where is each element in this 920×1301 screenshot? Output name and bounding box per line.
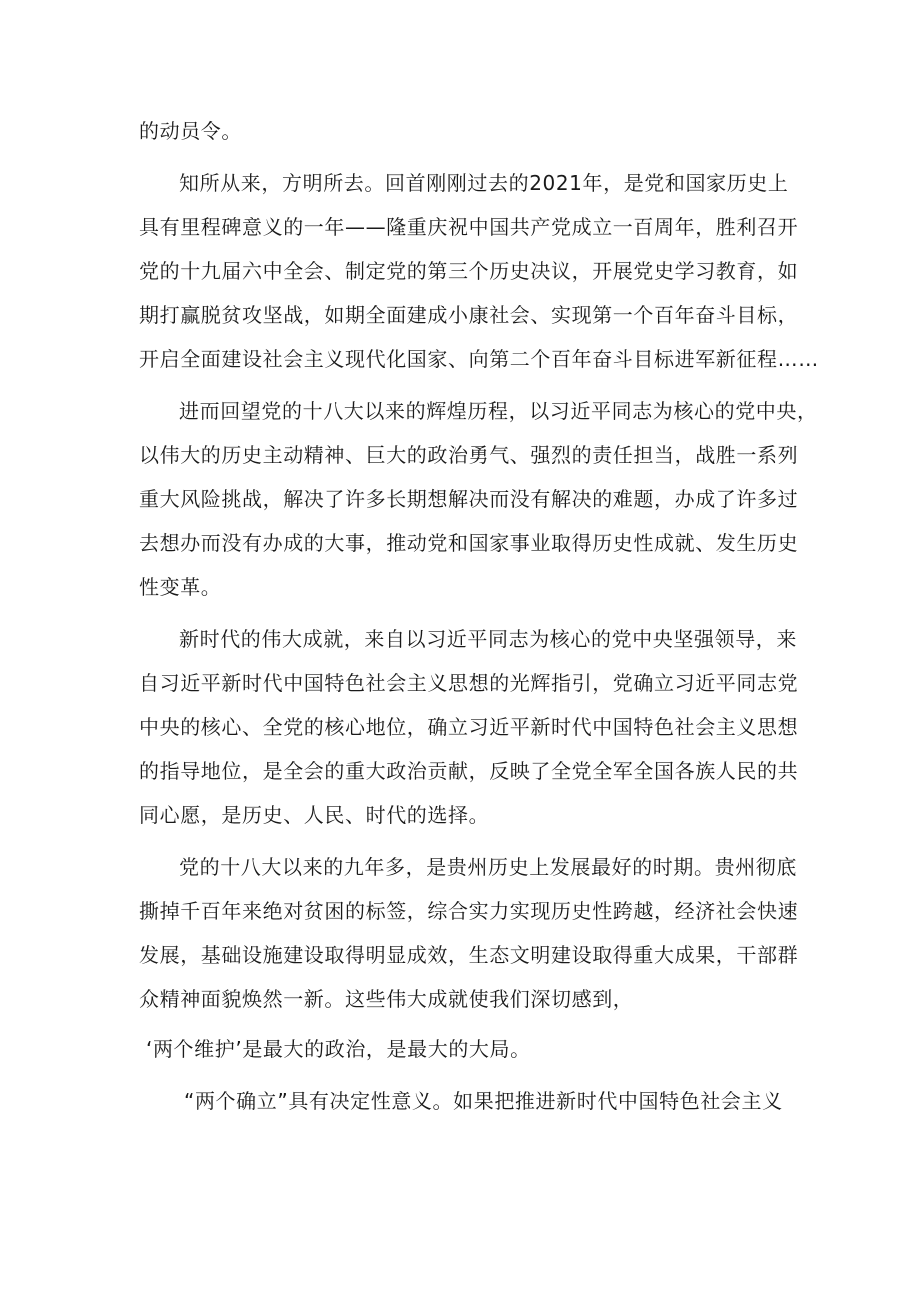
text-line: 党的十九届六中全会、制定党的第三个历史决议，开展党史学习教育，如 <box>139 259 799 283</box>
text-line: 期打赢脱贫攻坚战，如期全面建成小康社会、实现第一个百年奋斗目标， <box>139 303 799 327</box>
text-line: 同心愿，是历史、人民、时代的选择。 <box>139 803 490 827</box>
text-line: 重大风险挑战，解决了许多长期想解决而没有解决的难题，办成了许多过 <box>139 487 799 511</box>
text-line: 新时代的伟大成就，来自以习近平同志为核心的党中央坚强领导，来 <box>179 627 797 651</box>
text-line: 以伟大的历史主动精神、巨大的政治勇气、强烈的责任担当，战胜一系列 <box>139 443 799 467</box>
text-line: 撕掉千百年来绝对贫困的标签，综合实力实现历史性跨越，经济社会快速 <box>139 899 799 923</box>
text-line: 发展，基础设施建设取得明显成效，生态文明建设取得重大成果，干部群 <box>139 943 799 967</box>
text-line: 去想办而没有办成的大事，推动党和国家事业取得历史性成就、发生历史 <box>139 531 799 555</box>
text-line: 党的十八大以来的九年多，是贵州历史上发展最好的时期。贵州彻底 <box>179 855 797 879</box>
text-line: 进而回望党的十八大以来的辉煌历程，以习近平同志为核心的党中央， <box>179 399 818 423</box>
text-line: 众精神面貌焕然一新。这些伟大成就使我们深切感到， <box>139 987 634 1011</box>
text-line: 的动员令。 <box>139 119 242 143</box>
text-line: 知所从来，方明所去。回首刚刚过去的2021年，是党和国家历史上 <box>179 171 789 195</box>
text-line: 自习近平新时代中国特色社会主义思想的光辉指引，党确立习近平同志党 <box>139 671 799 695</box>
text-line: 开启全面建设社会主义现代化国家、向第二个百年奋斗目标进军新征程…… <box>139 347 819 371</box>
text-line: “两个确立”具有决定性意义。如果把推进新时代中国特色社会主义 <box>184 1089 783 1113</box>
text-line: 中央的核心、全党的核心地位，确立习近平新时代中国特色社会主义思想 <box>139 715 799 739</box>
text-line: 的指导地位，是全会的重大政治贡献，反映了全党全军全国各族人民的共 <box>139 759 799 783</box>
text-line: 性变革。 <box>139 575 222 599</box>
text-line: 具有里程碑意义的一年——隆重庆祝中国共产党成立一百周年，胜利召开 <box>139 215 799 239</box>
text-line: ‘两个维护’是最大的政治，是最大的大局。 <box>146 1037 531 1061</box>
